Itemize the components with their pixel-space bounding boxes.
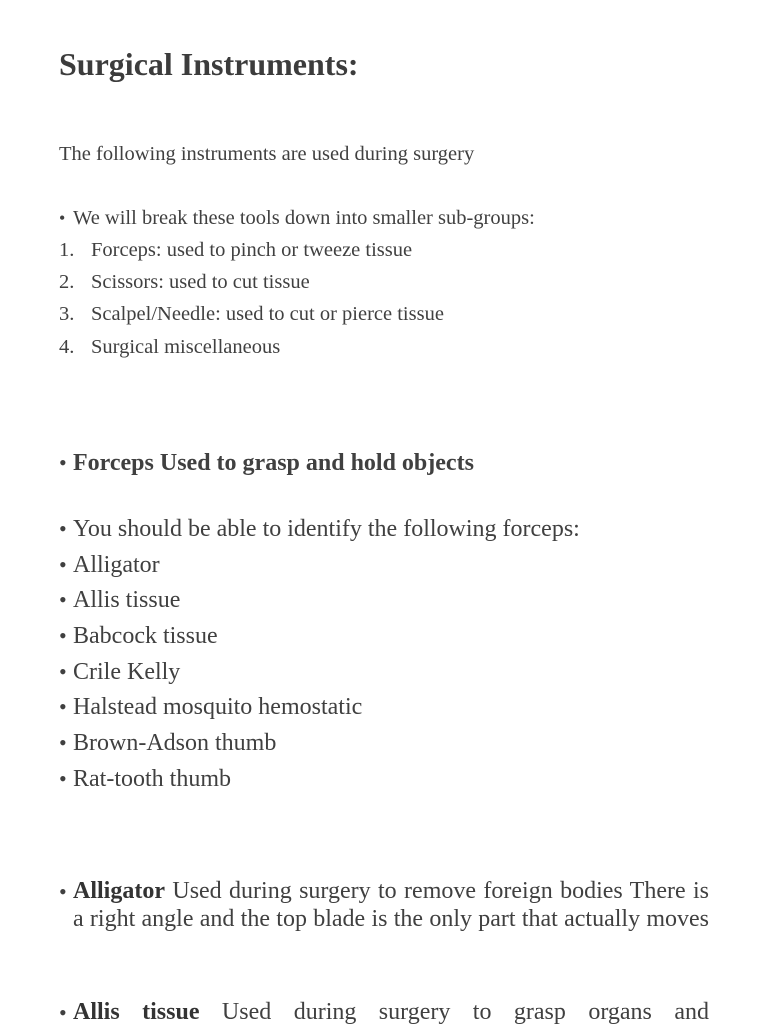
forceps-name: Crile Kelly <box>73 659 181 685</box>
subgroup-number: 4. <box>59 336 75 358</box>
forceps-name: Babcock tissue <box>73 623 218 649</box>
forceps-heading-text: Forceps Used to grasp and hold objects <box>73 450 474 476</box>
bullet-icon: • <box>59 879 67 904</box>
forceps-name: Brown-Adson thumb <box>73 730 277 756</box>
description-body <box>73 878 709 933</box>
forceps-list-item <box>59 728 276 758</box>
subgroup-number: 3. <box>59 303 75 325</box>
forceps-name: Alligator <box>73 552 160 578</box>
forceps-heading <box>59 448 474 478</box>
forceps-name: Allis tissue <box>73 587 181 613</box>
bullet-icon: • <box>59 766 67 791</box>
bullet-icon: • <box>59 730 67 755</box>
subgroup-text: Scalpel/Needle: used to cut or pierce tissue <box>91 303 444 325</box>
subgroup-intro <box>59 205 535 231</box>
forceps-list-item <box>59 764 231 794</box>
subgroup-item <box>59 269 310 295</box>
bullet-icon: • <box>59 659 67 684</box>
subgroup-item <box>59 334 280 360</box>
description-term: Allis tissue <box>73 999 200 1025</box>
forceps-identify-text: You should be able to identify the following forceps: <box>73 516 580 542</box>
subgroup-text: Scissors: used to cut tissue <box>91 271 310 293</box>
description-text: Used during surgery to grasp organs and <box>221 999 709 1025</box>
subgroup-item <box>59 301 444 327</box>
bullet-icon: • <box>59 552 67 577</box>
forceps-list-item <box>59 692 362 722</box>
forceps-name: Halstead mosquito hemostatic <box>73 694 363 720</box>
subgroup-number: 1. <box>59 239 75 261</box>
intro-text: The following instruments are used during surgery <box>59 143 475 165</box>
subgroup-text: Surgical miscellaneous <box>91 336 281 358</box>
forceps-list-item <box>59 657 180 687</box>
subgroup-text: Forceps: used to pinch or tweeze tissue <box>91 239 413 261</box>
bullet-icon: • <box>59 623 67 648</box>
description-text: Used during surgery to remove foreign bodies There is a right angle and the top blade is the only part that actually moves <box>73 878 710 932</box>
description-term: Alligator <box>73 878 165 904</box>
bullet-icon: • <box>59 1000 67 1025</box>
forceps-list-item <box>59 585 180 615</box>
bullet-icon: • <box>59 516 67 541</box>
subgroup-item <box>59 237 412 263</box>
subgroup-number: 2. <box>59 271 75 293</box>
bullet-icon: • <box>59 694 67 719</box>
description-body <box>73 999 709 1027</box>
forceps-description <box>59 999 709 1027</box>
forceps-identify <box>59 514 580 544</box>
bullet-icon: • <box>59 208 66 228</box>
forceps-list-item <box>59 550 160 580</box>
forceps-name: Rat-tooth thumb <box>73 766 231 792</box>
page-title: Surgical Instruments: <box>59 46 359 82</box>
forceps-list-item <box>59 621 218 651</box>
bullet-icon: • <box>59 587 67 612</box>
subgroup-intro-text: We will break these tools down into smaller sub-groups: <box>73 207 535 229</box>
bullet-icon: • <box>59 450 67 475</box>
forceps-description <box>59 878 709 933</box>
